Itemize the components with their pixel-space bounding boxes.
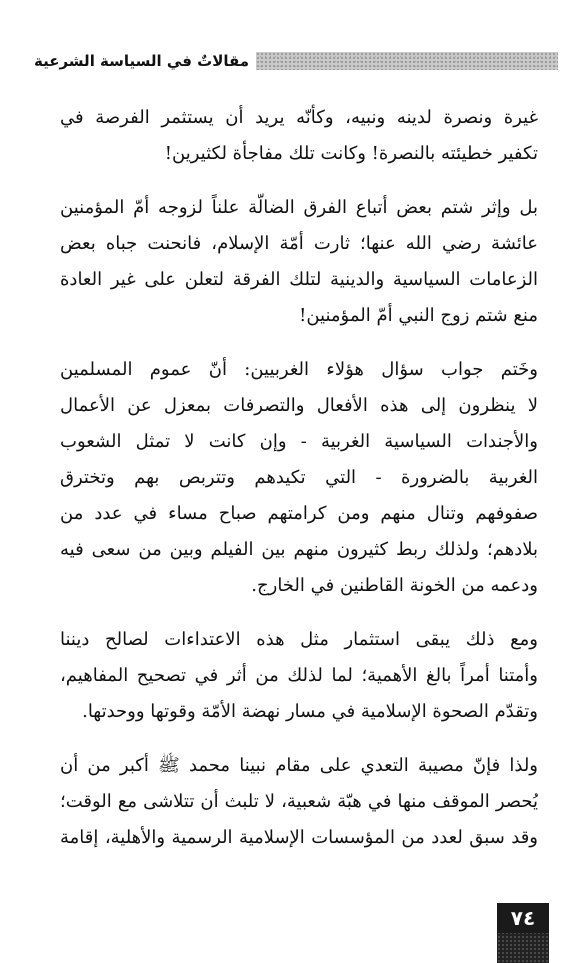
paragraph-5	[60, 748, 538, 856]
paragraph-1	[60, 100, 538, 172]
text-line: ولذا فإنّ مصيبة التعدي على مقام نبينا محمد ﷺ أكبر من أن	[60, 755, 538, 776]
text-line: الغربية بالضرورة - التي تكيدهم وتتربص بهم وتخترق	[60, 467, 538, 488]
text-line: وتقدّم الصحوة الإسلامية في مسار نهضة الأمّة وقوتها ووحدتها.	[82, 701, 538, 722]
text-line: وخَتم جواب سؤال هؤلاء الغربيين: أنّ عموم المسلمين	[60, 359, 538, 380]
header-decorative-band	[256, 52, 558, 70]
text-line: صفوفهم وتنال منهم ومن كرامتهم صباح مساء في عدد من	[60, 503, 538, 524]
text-line: الزعامات السياسية والدينية لتلك الفرقة لتعلن على غير العادة	[60, 269, 538, 290]
page-number: ٧٤	[497, 903, 549, 933]
text-line: والأجندات السياسية الغربية - وإن كانت لا تمثل الشعوب	[60, 431, 538, 452]
text-line: ودعمه من الخونة القاطنين في الخارج.	[251, 575, 538, 596]
running-header	[34, 50, 558, 72]
page-body	[60, 100, 538, 874]
text-line: ومع ذلك يبقى استثمار مثل هذه الاعتداءات لصالح ديننا	[60, 629, 538, 650]
paragraph-4	[60, 622, 538, 730]
text-line: تكفير خطيئته بالنصرة! وكانت تلك مفاجأة لكثيرين!	[164, 143, 538, 164]
text-line: بلادهم؛ ولذلك ربط كثيرون منهم بين الفيلم وبين من سعى فيه	[60, 539, 538, 560]
text-line: يُحصر الموقف منها في هبّة شعبية، لا تلبث أن تتلاشى مع الوقت؛	[60, 791, 538, 812]
text-line: بل وإثر شتم بعض أتباع الفرق الضالّة علناً لزوجه أمّ المؤمنين	[60, 197, 538, 218]
text-line: غيرة ونصرة لدينه ونبيه، وكأنّه يريد أن يستثمر الفرصة في	[60, 107, 538, 128]
page-number-box	[497, 903, 549, 963]
text-line: عائشة رضي الله عنها؛ ثارت أمّة الإسلام، فانحنت جباه بعض	[60, 233, 538, 254]
text-line: وقد سبق لعدد من المؤسسات الإسلامية الرسمية والأهلية، إقامة	[60, 827, 538, 848]
paragraph-2	[60, 190, 538, 334]
book-title: مقالاتٌ في السياسة الشرعية	[34, 50, 256, 72]
text-line: منع شتم زوج النبي أمّ المؤمنين!	[299, 305, 538, 326]
paragraph-3	[60, 352, 538, 604]
text-line: وأمتنا أمراً بالغ الأهمية؛ لما لذلك من أثر في تصحيح المفاهيم،	[60, 665, 538, 686]
text-line: لا ينظرون إلى هذه الأفعال والتصرفات بمعزل عن الأعمال	[60, 395, 538, 416]
